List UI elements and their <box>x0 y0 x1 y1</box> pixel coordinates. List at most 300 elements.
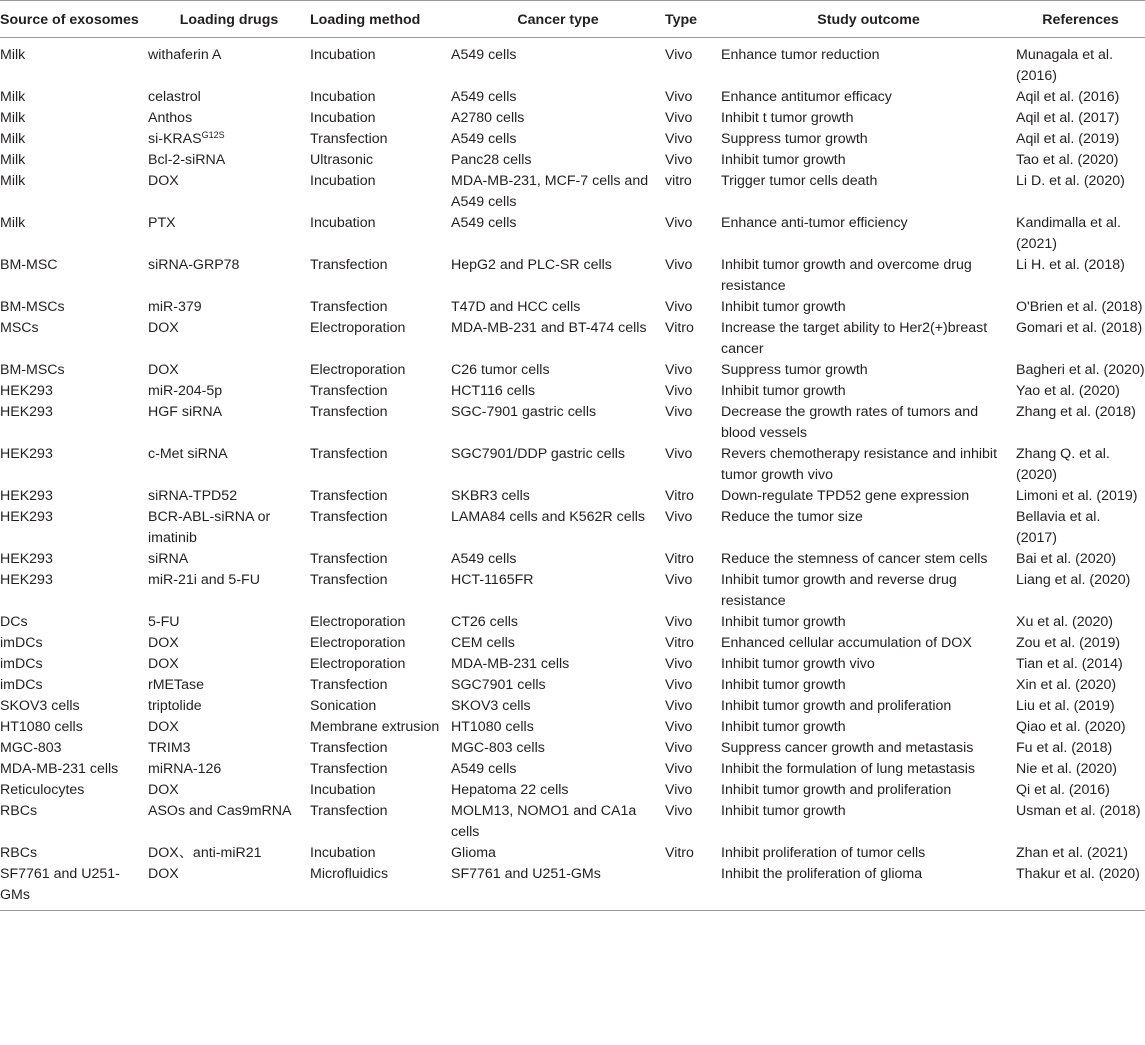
cell-outcome-text: Inhibit tumor growth and overcome drug resistance <box>721 257 972 294</box>
cell-method <box>310 38 451 88</box>
cell-outcome-text: Down-regulate TPD52 gene expression <box>721 488 970 504</box>
cell-outcome <box>721 738 1016 759</box>
cell-cancer-type-text: CT26 cells <box>451 614 519 630</box>
cell-reference-text: Qiao et al. (2020) <box>1016 719 1126 735</box>
cell-source <box>0 759 148 780</box>
cell-outcome <box>721 255 1016 297</box>
cell-type-text: Vitro <box>665 320 694 336</box>
cell-cancer-type-text: A549 cells <box>451 551 517 567</box>
cell-reference-text: Liang et al. (2020) <box>1016 572 1131 588</box>
cell-type <box>665 381 721 402</box>
cell-method-text: Electroporation <box>310 362 406 378</box>
cell-cancer-type-text: HT1080 cells <box>451 719 534 735</box>
cell-outcome-text: Suppress tumor growth <box>721 362 868 378</box>
cell-reference <box>1016 486 1145 507</box>
cell-reference-text: Nie et al. (2020) <box>1016 761 1117 777</box>
cell-cancer-type-text: MDA-MB-231, MCF-7 cells and A549 cells <box>451 173 649 210</box>
table-row <box>0 780 1145 801</box>
cell-drug <box>148 255 310 297</box>
cell-drug <box>148 38 310 88</box>
cell-drug-text: miR-21i and 5-FU <box>148 572 260 588</box>
cell-cancer-type-text: MGC-803 cells <box>451 740 545 756</box>
table-row <box>0 738 1145 759</box>
cell-method-text: Transfection <box>310 404 388 420</box>
cell-method <box>310 171 451 213</box>
cell-drug <box>148 717 310 738</box>
cell-drug-text: PTX <box>148 215 176 231</box>
cell-drug-text: 5-FU <box>148 614 180 630</box>
cell-drug <box>148 318 310 360</box>
cell-cancer-type <box>451 87 665 108</box>
cell-drug <box>148 297 310 318</box>
cell-outcome-text: Reduce the stemness of cancer stem cells <box>721 551 988 567</box>
header-method: Loading method <box>310 1 451 38</box>
cell-reference <box>1016 129 1145 150</box>
table-row <box>0 108 1145 129</box>
cell-type <box>665 507 721 549</box>
cell-type <box>665 486 721 507</box>
cell-drug <box>148 633 310 654</box>
cell-source-text: imDCs <box>0 635 43 651</box>
cell-method <box>310 549 451 570</box>
cell-method-text: Transfection <box>310 551 388 567</box>
cell-method-text: Transfection <box>310 509 388 525</box>
cell-reference <box>1016 171 1145 213</box>
cell-source-text: HT1080 cells <box>0 719 83 735</box>
cell-source <box>0 87 148 108</box>
cell-cancer-type <box>451 864 665 911</box>
cell-method-text: Incubation <box>310 215 376 231</box>
cell-source <box>0 738 148 759</box>
cell-cancer-type-text: LAMA84 cells and K562R cells <box>451 509 645 525</box>
cell-type-text: Vivo <box>665 509 693 525</box>
cell-drug-text: TRIM3 <box>148 740 191 756</box>
cell-type <box>665 780 721 801</box>
cell-method <box>310 717 451 738</box>
cell-reference <box>1016 38 1145 88</box>
cell-drug <box>148 87 310 108</box>
table-row <box>0 717 1145 738</box>
cell-source-text: MGC-803 <box>0 740 62 756</box>
cell-outcome <box>721 129 1016 150</box>
cell-source-text: Reticulocytes <box>0 782 85 798</box>
cell-drug <box>148 843 310 864</box>
table-row <box>0 843 1145 864</box>
cell-cancer-type <box>451 843 665 864</box>
cell-source <box>0 612 148 633</box>
cell-reference <box>1016 108 1145 129</box>
cell-method-text: Transfection <box>310 740 388 756</box>
table-row <box>0 360 1145 381</box>
cell-drug-text: c-Met siRNA <box>148 446 228 462</box>
cell-source-text: HEK293 <box>0 446 53 462</box>
cell-reference <box>1016 717 1145 738</box>
cell-reference <box>1016 633 1145 654</box>
table-row <box>0 213 1145 255</box>
cell-cancer-type <box>451 129 665 150</box>
cell-drug <box>148 696 310 717</box>
cell-type-text: Vitro <box>665 488 694 504</box>
cell-source-text: HEK293 <box>0 404 53 420</box>
cell-reference <box>1016 549 1145 570</box>
cell-reference <box>1016 654 1145 675</box>
cell-drug <box>148 759 310 780</box>
cell-drug-text: withaferin A <box>148 47 222 63</box>
cell-cancer-type <box>451 381 665 402</box>
cell-source <box>0 654 148 675</box>
cell-source <box>0 402 148 444</box>
cell-cancer-type-text: HCT116 cells <box>451 383 536 399</box>
cell-drug <box>148 444 310 486</box>
cell-reference <box>1016 360 1145 381</box>
cell-drug-text: Anthos <box>148 110 193 126</box>
cell-type-text: Vivo <box>665 782 693 798</box>
cell-cancer-type-text: SF7761 and U251-GMs <box>451 866 601 882</box>
cell-reference-text: Bai et al. (2020) <box>1016 551 1117 567</box>
cell-reference-text: Zhan et al. (2021) <box>1016 845 1128 861</box>
cell-drug-text: siRNA <box>148 551 189 567</box>
cell-outcome-text: Suppress cancer growth and metastasis <box>721 740 974 756</box>
cell-method <box>310 213 451 255</box>
cell-drug <box>148 108 310 129</box>
cell-reference-text: Aqil et al. (2016) <box>1016 89 1120 105</box>
cell-reference-text: Yao et al. (2020) <box>1016 383 1120 399</box>
cell-source-text: BM-MSCs <box>0 362 65 378</box>
cell-cancer-type-text: Hepatoma 22 cells <box>451 782 569 798</box>
cell-outcome-text: Inhibit tumor growth <box>721 614 846 630</box>
cell-cancer-type-text: SKOV3 cells <box>451 698 531 714</box>
cell-type <box>665 549 721 570</box>
cell-type-text: Vivo <box>665 719 693 735</box>
cell-type <box>665 213 721 255</box>
cell-type <box>665 843 721 864</box>
cell-source-text: Milk <box>0 215 26 231</box>
cell-source-text: HEK293 <box>0 383 53 399</box>
cell-type <box>665 717 721 738</box>
cell-reference <box>1016 402 1145 444</box>
cell-source <box>0 507 148 549</box>
cell-reference-text: Zhang Q. et al. (2020) <box>1016 446 1110 483</box>
cell-outcome <box>721 780 1016 801</box>
cell-reference-text: Qi et al. (2016) <box>1016 782 1110 798</box>
cell-method-text: Transfection <box>310 257 388 273</box>
cell-type-text: Vivo <box>665 698 693 714</box>
cell-type-text: Vivo <box>665 677 693 693</box>
cell-method-text: Transfection <box>310 446 388 462</box>
cell-cancer-type <box>451 213 665 255</box>
cell-outcome-text: Inhibit tumor growth <box>721 803 846 819</box>
cell-reference-text: Usman et al. (2018) <box>1016 803 1141 819</box>
cell-outcome-text: Inhibit tumor growth <box>721 152 846 168</box>
cell-method-text: Electroporation <box>310 656 406 672</box>
cell-outcome <box>721 381 1016 402</box>
cell-drug-text: DOX <box>148 866 179 882</box>
cell-method <box>310 360 451 381</box>
cell-method-text: Transfection <box>310 131 388 147</box>
cell-cancer-type-text: A549 cells <box>451 47 517 63</box>
cell-type <box>665 864 721 911</box>
cell-drug <box>148 549 310 570</box>
cell-drug-text: HGF siRNA <box>148 404 223 420</box>
table-row <box>0 654 1145 675</box>
table-row <box>0 864 1145 911</box>
table-row <box>0 696 1145 717</box>
cell-method-text: Sonication <box>310 698 377 714</box>
cell-reference-text: Munagala et al. (2016) <box>1016 47 1114 84</box>
header-drugs: Loading drugs <box>148 1 310 38</box>
table-row <box>0 801 1145 843</box>
cell-source-text: DCs <box>0 614 28 630</box>
cell-drug-text: DOX <box>148 635 179 651</box>
cell-type-text: vitro <box>665 173 692 189</box>
cell-source-text: HEK293 <box>0 488 53 504</box>
cell-source-text: Milk <box>0 47 26 63</box>
cell-drug <box>148 507 310 549</box>
cell-type <box>665 38 721 88</box>
cell-drug-text: DOX、anti-miR21 <box>148 845 262 861</box>
table-body <box>0 38 1145 911</box>
table-row <box>0 297 1145 318</box>
cell-reference-text: Xin et al. (2020) <box>1016 677 1117 693</box>
table-row <box>0 612 1145 633</box>
cell-drug-text: DOX <box>148 320 179 336</box>
cell-outcome-text: Inhibit the proliferation of glioma <box>721 866 923 882</box>
cell-outcome-text: Inhibit the formulation of lung metastasis <box>721 761 975 777</box>
cell-method <box>310 87 451 108</box>
table-row <box>0 675 1145 696</box>
cell-cancer-type-text: A549 cells <box>451 761 517 777</box>
cell-outcome-text: Increase the target ability to Her2(+)breast cancer <box>721 320 988 357</box>
cell-outcome <box>721 633 1016 654</box>
cell-type-text: Vivo <box>665 761 693 777</box>
cell-outcome <box>721 297 1016 318</box>
cell-type-text: Vivo <box>665 110 693 126</box>
cell-reference <box>1016 381 1145 402</box>
cell-outcome-text: Inhibit tumor growth and proliferation <box>721 782 952 798</box>
cell-outcome-text: Inhibit tumor growth <box>721 299 846 315</box>
cell-drug <box>148 864 310 911</box>
cell-drug-text: BCR-ABL-siRNA or imatinib <box>148 509 271 546</box>
cell-source <box>0 444 148 486</box>
cell-type-text: Vivo <box>665 362 693 378</box>
cell-source <box>0 864 148 911</box>
cell-source-text: HEK293 <box>0 551 53 567</box>
cell-reference-text: Bellavia et al. (2017) <box>1016 509 1101 546</box>
cell-reference-text: Xu et al. (2020) <box>1016 614 1114 630</box>
cell-reference-text: Li H. et al. (2018) <box>1016 257 1125 273</box>
cell-cancer-type <box>451 486 665 507</box>
cell-type <box>665 360 721 381</box>
cell-drug-text: DOX <box>148 782 179 798</box>
cell-outcome <box>721 213 1016 255</box>
cell-outcome-text: Inhibit tumor growth <box>721 677 846 693</box>
cell-outcome <box>721 171 1016 213</box>
cell-type-text: Vivo <box>665 89 693 105</box>
cell-type-text: Vivo <box>665 740 693 756</box>
table-row <box>0 150 1145 171</box>
cell-type <box>665 444 721 486</box>
cell-drug-text: DOX <box>148 719 179 735</box>
cell-reference <box>1016 444 1145 486</box>
cell-type <box>665 318 721 360</box>
cell-cancer-type <box>451 255 665 297</box>
cell-outcome <box>721 570 1016 612</box>
cell-reference-text: Tian et al. (2014) <box>1016 656 1123 672</box>
cell-outcome-text: Enhanced cellular accumulation of DOX <box>721 635 972 651</box>
cell-cancer-type-text: A2780 cells <box>451 110 525 126</box>
cell-outcome <box>721 801 1016 843</box>
cell-reference <box>1016 612 1145 633</box>
cell-source <box>0 108 148 129</box>
cell-source <box>0 213 148 255</box>
cell-cancer-type-text: MDA-MB-231 and BT-474 cells <box>451 320 647 336</box>
cell-cancer-type <box>451 717 665 738</box>
cell-drug-text: celastrol <box>148 89 201 105</box>
cell-reference-text: Kandimalla et al. (2021) <box>1016 215 1121 252</box>
cell-source-text: BM-MSC <box>0 257 58 273</box>
cell-drug-text: Bcl-2-siRNA <box>148 152 226 168</box>
cell-source-text: RBCs <box>0 803 38 819</box>
cell-method <box>310 675 451 696</box>
cell-method-text: Incubation <box>310 173 376 189</box>
cell-source <box>0 801 148 843</box>
table-row <box>0 255 1145 297</box>
cell-cancer-type <box>451 402 665 444</box>
cell-reference <box>1016 843 1145 864</box>
cell-drug <box>148 654 310 675</box>
cell-type-text: Vivo <box>665 383 693 399</box>
cell-drug-text: ASOs and Cas9mRNA <box>148 803 292 819</box>
cell-source-text: Milk <box>0 173 26 189</box>
cell-reference <box>1016 570 1145 612</box>
cell-outcome <box>721 843 1016 864</box>
cell-type <box>665 108 721 129</box>
cell-type-text: Vivo <box>665 299 693 315</box>
cell-outcome <box>721 549 1016 570</box>
cell-source <box>0 150 148 171</box>
cell-cancer-type <box>451 633 665 654</box>
cell-method <box>310 801 451 843</box>
cell-source <box>0 297 148 318</box>
cell-reference-text: Li D. et al. (2020) <box>1016 173 1125 189</box>
cell-source-text: MDA-MB-231 cells <box>0 761 119 777</box>
cell-drug-text: miRNA-126 <box>148 761 222 777</box>
cell-source <box>0 780 148 801</box>
cell-method <box>310 129 451 150</box>
cell-cancer-type <box>451 444 665 486</box>
cell-cancer-type <box>451 570 665 612</box>
cell-source-text: Milk <box>0 89 26 105</box>
table-row <box>0 318 1145 360</box>
cell-method-text: Transfection <box>310 803 388 819</box>
cell-type-text: Vivo <box>665 215 693 231</box>
cell-cancer-type-text: HCT-1165FR <box>451 572 534 588</box>
cell-cancer-type <box>451 696 665 717</box>
cell-cancer-type <box>451 38 665 88</box>
cell-type-text: Vitro <box>665 635 694 651</box>
cell-source <box>0 717 148 738</box>
cell-method-text: Incubation <box>310 89 376 105</box>
cell-drug <box>148 213 310 255</box>
cell-method-text: Incubation <box>310 845 376 861</box>
cell-method-text: Microfluidics <box>310 866 389 882</box>
cell-cancer-type-text: C26 tumor cells <box>451 362 550 378</box>
cell-reference-text: Tao et al. (2020) <box>1016 152 1119 168</box>
cell-drug <box>148 612 310 633</box>
cell-cancer-type-text: A549 cells <box>451 131 517 147</box>
cell-cancer-type-text: A549 cells <box>451 215 517 231</box>
cell-method <box>310 150 451 171</box>
cell-source-text: RBCs <box>0 845 38 861</box>
cell-cancer-type <box>451 612 665 633</box>
cell-source <box>0 171 148 213</box>
cell-drug-text: siRNA-GRP78 <box>148 257 240 273</box>
table-row <box>0 402 1145 444</box>
cell-outcome <box>721 444 1016 486</box>
cell-drug <box>148 381 310 402</box>
cell-drug <box>148 402 310 444</box>
cell-type <box>665 801 721 843</box>
cell-type-text: Vitro <box>665 551 694 567</box>
cell-outcome <box>721 654 1016 675</box>
cell-method-text: Incubation <box>310 47 376 63</box>
header-cancer: Cancer type <box>451 1 665 38</box>
header-type: Type <box>665 1 721 38</box>
cell-source-text: Milk <box>0 110 26 126</box>
cell-method <box>310 402 451 444</box>
cell-cancer-type-text: SGC7901 cells <box>451 677 546 693</box>
cell-type <box>665 255 721 297</box>
cell-drug-text: DOX <box>148 173 179 189</box>
cell-type-text: Vivo <box>665 656 693 672</box>
cell-drug <box>148 801 310 843</box>
cell-cancer-type <box>451 318 665 360</box>
cell-drug <box>148 675 310 696</box>
cell-outcome-text: Inhibit tumor growth <box>721 719 846 735</box>
cell-method <box>310 780 451 801</box>
cell-method-text: Membrane extrusion <box>310 719 440 735</box>
cell-method-text: Transfection <box>310 488 388 504</box>
cell-type-text: Vivo <box>665 572 693 588</box>
cell-outcome-text: Revers chemotherapy resistance and inhibit tumor growth vivo <box>721 446 998 483</box>
cell-drug <box>148 129 310 150</box>
header-source: Source of exosomes <box>0 1 148 38</box>
table-row <box>0 633 1145 654</box>
cell-method <box>310 108 451 129</box>
cell-cancer-type <box>451 360 665 381</box>
cell-drug-text: miR-204-5p <box>148 383 223 399</box>
cell-drug <box>148 171 310 213</box>
cell-cancer-type <box>451 507 665 549</box>
cell-method-text: Electroporation <box>310 635 406 651</box>
cell-method <box>310 633 451 654</box>
cell-outcome-text: Suppress tumor growth <box>721 131 868 147</box>
cell-method-text: Incubation <box>310 110 376 126</box>
cell-type-text: Vitro <box>665 845 694 861</box>
cell-drug <box>148 360 310 381</box>
cell-method <box>310 297 451 318</box>
cell-outcome <box>721 318 1016 360</box>
cell-reference <box>1016 255 1145 297</box>
table-row <box>0 129 1145 150</box>
cell-type-text: Vivo <box>665 614 693 630</box>
table-row <box>0 171 1145 213</box>
cell-source <box>0 549 148 570</box>
cell-drug <box>148 486 310 507</box>
cell-outcome <box>721 486 1016 507</box>
cell-type-text: Vivo <box>665 446 693 462</box>
cell-cancer-type-text: MOLM13, NOMO1 and CA1a cells <box>451 803 637 840</box>
